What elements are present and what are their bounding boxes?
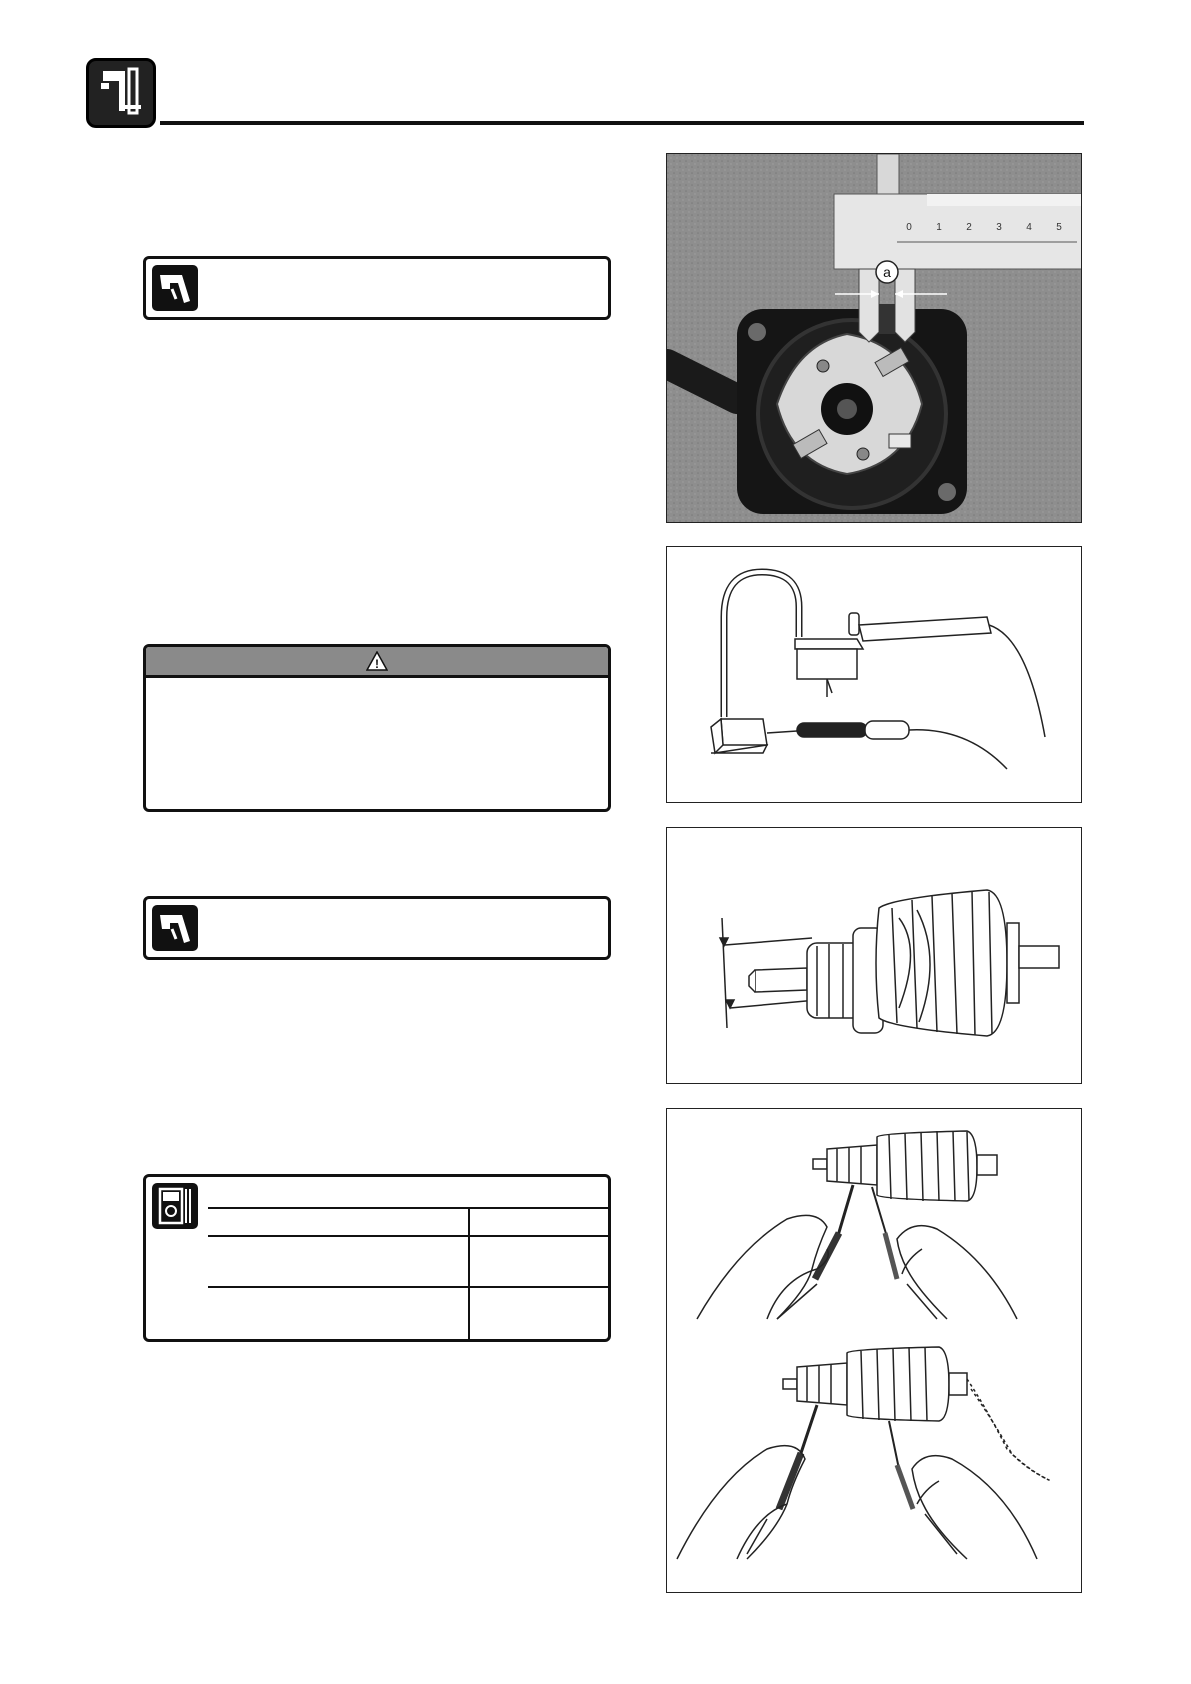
commutator-diameter-figure [666, 827, 1082, 1084]
caliper-icon [152, 905, 198, 951]
spec-box-commutator-diameter [143, 896, 611, 960]
svg-text:5: 5 [1056, 222, 1062, 233]
svg-text:4: 4 [1026, 222, 1032, 233]
multimeter-icon [152, 1183, 198, 1229]
table-column-divider [468, 1207, 470, 1339]
svg-text:2: 2 [966, 222, 972, 233]
table-header-rule [208, 1207, 608, 1209]
caliper-icon [152, 265, 198, 311]
continuity-spec-table [143, 1174, 611, 1342]
svg-text:!: ! [375, 657, 379, 671]
armature-continuity-figure [666, 1108, 1082, 1593]
table-row-rule [208, 1235, 608, 1237]
service-section-icon [86, 58, 156, 128]
callout-a-label: a [883, 264, 891, 280]
table-row-rule [208, 1286, 608, 1288]
brush-continuity-figure [666, 546, 1082, 803]
svg-text:3: 3 [996, 222, 1002, 233]
warning-header [146, 647, 608, 678]
svg-text:1: 1 [936, 222, 942, 233]
tools-icon [89, 61, 153, 125]
svg-text:0: 0 [906, 222, 912, 233]
warning-box [143, 644, 611, 812]
warning-triangle-icon [366, 651, 388, 671]
header-rule [160, 121, 1084, 125]
brush-length-photo [666, 153, 1082, 523]
spec-box-brush-length [143, 256, 611, 320]
